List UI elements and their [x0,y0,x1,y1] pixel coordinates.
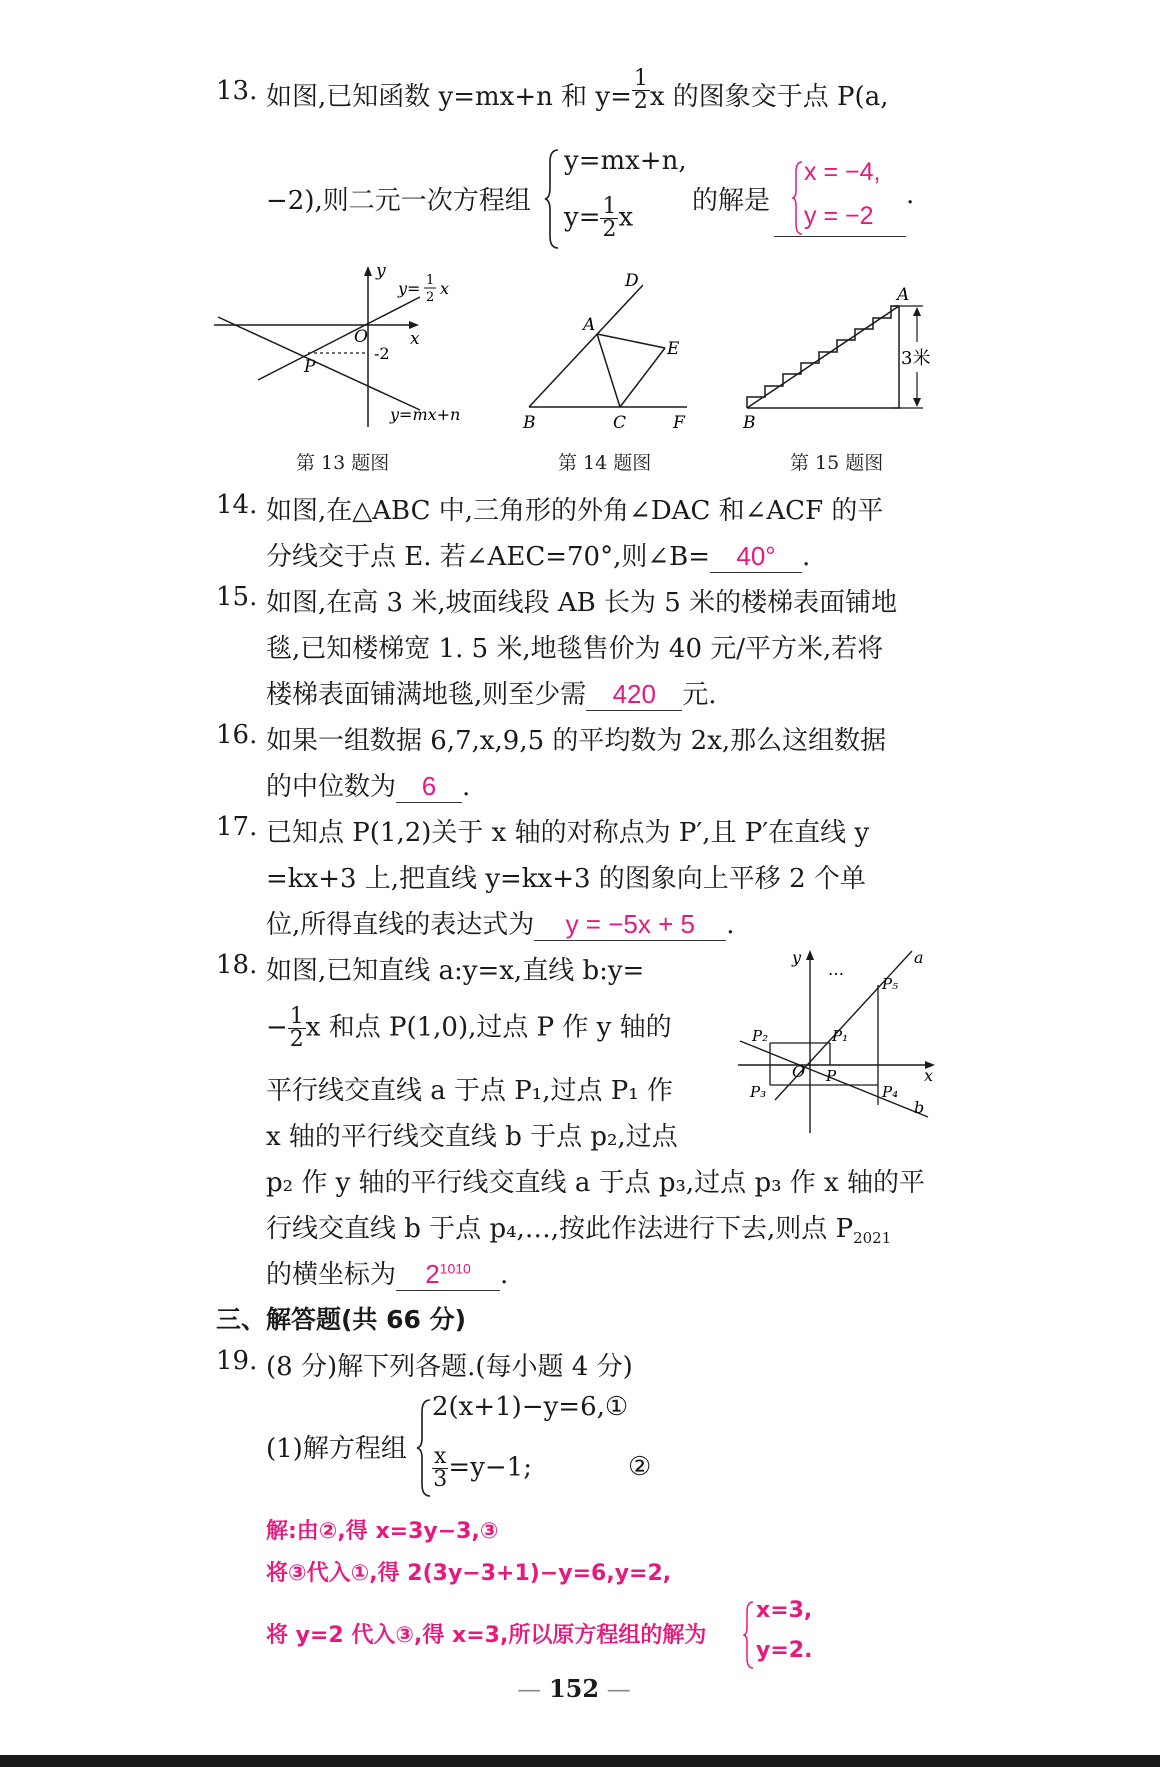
q17-line2: =kx+3 上,把直线 y=kx+3 的图象向上平移 2 个单 [266,864,866,894]
q18-line6-sub: 2021 [853,1229,892,1248]
q13-system-brace [544,148,562,250]
fig13-label-p: P [304,357,316,377]
q19-solution-line1: 解:由②,得 x=3y−3,③ [266,1519,499,1544]
q13-system-eq2 [564,196,633,241]
q16-end: . [462,772,471,802]
q13-line1-text-a: 如图,已知函数 y=mx+n 和 y= [266,82,632,112]
fig13-line-mxn [218,317,420,410]
fig13-label-line2: y=mx+n [390,405,461,424]
q16-line2-text: 的中位数为 [266,772,397,802]
q15-answer: 420 [612,679,656,709]
q14-line2 [266,536,810,573]
q19-eq2-frac-den: 3 [433,1467,448,1492]
q19-solution-x: x=3, [756,1598,813,1623]
q18-end: . [500,1260,509,1290]
fig14-label-b: B [523,413,536,433]
fig15-label-height: 3米 [901,348,931,369]
fig14-label-d: D [625,271,639,291]
q13-answer-blank [774,236,906,237]
q19-eq2-fraction [432,1446,448,1491]
q19-eq2-text: =y−1; [448,1452,532,1483]
q17-line3 [266,904,735,941]
q15-line3-end: 元. [682,680,717,710]
bottom-bar [0,1755,1160,1767]
q17-answer-blank [534,909,726,941]
q13-answer-x: x = −4, [804,158,881,186]
q15-answer-blank [586,679,682,711]
q18-answer-exp: 1010 [439,1260,471,1277]
section3-title: 三、解答题(共 66 分) [216,1305,467,1334]
fig13-label-line1-a: y= [398,279,421,298]
q15-num: 15. [216,582,258,612]
q16-answer-blank [396,771,462,803]
q19-solution-brace [743,1600,755,1670]
q14-answer-blank [710,541,802,573]
q13-sys2-b: x [618,202,634,233]
q15-line1: 如图,在高 3 米,坡面线段 AB 长为 5 米的楼梯表面铺地 [266,588,898,618]
q13-line2-lead: −2),则二元一次方程组 [266,186,531,216]
figure-15 [735,282,945,432]
fig18-label-p: P [826,1067,837,1085]
fig15-label-a: A [897,285,910,305]
q18-line4: x 轴的平行线交直线 b 于点 p₂,过点 [266,1122,678,1152]
q16-line2 [266,766,470,803]
fig18-label-p5: P₅ [882,975,899,993]
fig18-label-p1: P₁ [832,1027,849,1045]
q17-line3-text: 位,所得直线的表达式为 [266,910,535,940]
q19-solution-line3: 将 y=2 代入③,得 x=3,所以原方程组的解为 [266,1623,707,1648]
q14-line2-text: 分线交于点 E. 若∠AEC=70°,则∠B= [266,542,711,572]
q18-frac-den: 2 [289,1027,304,1052]
q13-sys2-frac-den: 2 [602,217,617,242]
q17-num: 17. [216,812,258,842]
page-number: — 152 — [517,1674,631,1703]
fig15-caption: 第 15 题图 [790,452,884,474]
fig14-line-bd [529,285,643,407]
q18-line6 [266,1208,891,1247]
q17-answer: y = −5x + 5 [565,909,695,939]
q15-line2: 毯,已知楼梯宽 1. 5 米,地毯售价为 40 元/平方米,若将 [266,634,884,664]
fig14-line-ce [620,348,665,407]
q19-line1: (8 分)解下列各题.(每小题 4 分) [266,1352,633,1382]
q18-line5: p₂ 作 y 轴的平行线交直线 a 于点 p₃,过点 p₃ 作 x 轴的平 [266,1168,925,1198]
q15-line3-text: 楼梯表面铺满地毯,则至少需 [266,680,587,710]
fig14-label-e: E [667,339,680,359]
q13-sys2-frac-num: 1 [602,194,617,219]
fig18-label-p4: P₄ [882,1083,899,1101]
q19-eq2 [432,1446,532,1491]
q18-line2 [266,1006,672,1051]
q13-frac-num: 1 [633,65,648,91]
fig15-slope [747,306,899,408]
q18-line6-text: 行线交直线 b 于点 p₄,…,按此作法进行下去,则点 P [266,1214,854,1244]
q18-answer-base: 2 [425,1259,440,1289]
figure-13 [210,262,500,432]
q19-eq2-marker: ② [628,1452,652,1482]
q18-answer-blank [396,1259,500,1291]
fig18-label-a: a [914,948,924,967]
fig18-label-x: x [924,1066,934,1085]
q19-solution-line2: 将③代入①,得 2(3y−3+1)−y=6,y=2, [266,1561,672,1586]
fig14-line-ac [597,334,620,407]
q16-answer: 6 [421,771,437,801]
q19-eq2-frac-num: x [434,1444,447,1469]
fig18-label-dots: … [828,960,844,979]
page-number-value: 152 [548,1674,600,1703]
q18-frac-num: 1 [289,1004,304,1029]
q15-line3 [266,674,717,711]
fig13-line-half-x [258,297,420,380]
q19-num: 19. [216,1346,258,1376]
fig15-label-b: B [743,413,756,432]
q14-answer: 40° [736,541,776,571]
q18-line7 [266,1254,508,1291]
q13-end: . [906,180,915,210]
fig13-label-half-den: 2 [426,290,435,305]
q14-line1: 如图,在△ABC 中,三角形的外角∠DAC 和∠ACF 的平 [266,496,884,526]
q13-line1 [266,65,889,114]
q19-part1-label: (1)解方程组 [266,1434,407,1464]
fig14-line-ae [597,334,665,348]
q18-line2-text: x 和点 P(1,0),过点 P 作 y 轴的 [305,1012,672,1043]
q19-solution-y: y=2. [756,1638,813,1663]
figure-14 [515,268,715,438]
q18-num: 18. [216,950,258,980]
q19-eq1: 2(x+1)−y=6,① [432,1392,629,1422]
q18-fraction [288,1006,306,1051]
fig13-label-minus2: -2 [374,344,390,363]
q13-answer-y: y = −2 [804,202,874,230]
fig13-label-x: x [410,329,420,349]
q13-frac-den: 2 [633,88,648,114]
q17-line1: 已知点 P(1,2)关于 x 轴的对称点为 P′,且 P′在直线 y [266,818,870,848]
q13-fraction [632,65,650,114]
fig13-x-arrow [409,321,419,329]
fig13-label-half-num: 1 [426,273,435,288]
fig18-label-b: b [914,1098,925,1117]
q13-system-eq1: y=mx+n, [564,146,687,176]
fig13-label-line1-b: x [440,279,450,298]
fig18-label-o: O [792,1062,806,1081]
fig13-label-y: y [376,262,386,281]
q16-num: 16. [216,720,258,750]
q13-solution-label: 的解是 [692,186,771,216]
q16-line1: 如果一组数据 6,7,x,9,5 的平均数为 2x,那么这组数据 [266,726,887,756]
fig13-y-arrow [364,266,372,276]
q13-line1-text-b: x 的图象交于点 P(a, [649,82,889,112]
fig14-label-c: C [613,413,627,433]
q18-line1: 如图,已知直线 a:y=x,直线 b:y= [266,956,645,986]
fig14-label-f: F [673,413,685,433]
q18-line2-minus: − [266,1012,288,1043]
fig18-label-y: y [792,948,802,967]
q13-sys2-fraction [600,196,618,241]
fig18-label-p3: P₃ [750,1083,767,1101]
q17-end: . [726,910,735,940]
fig14-caption: 第 14 题图 [558,452,652,474]
q14-end: . [802,542,811,572]
q18-line7-text: 的横坐标为 [266,1260,397,1290]
fig18-label-p2: P₂ [752,1027,769,1045]
q18-line3: 平行线交直线 a 于点 P₁,过点 P₁ 作 [266,1076,673,1106]
q14-num: 14. [216,490,258,520]
q13-num: 13. [216,76,258,106]
fig13-label-o: O [354,327,368,347]
fig13-caption: 第 13 题图 [296,452,390,474]
q13-answer-brace [792,160,804,236]
figure-18 [730,945,945,1135]
q13-sys2-a: y= [564,202,601,233]
fig14-label-a: A [583,315,596,335]
